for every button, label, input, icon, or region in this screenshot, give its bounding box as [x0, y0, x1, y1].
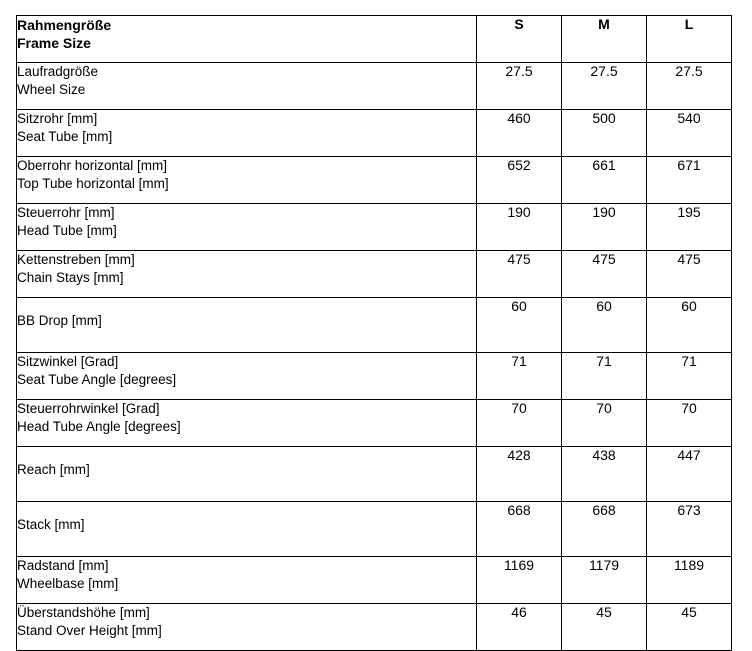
row-value-m: 500: [562, 110, 647, 157]
table-row: [17, 353, 732, 400]
row-value-s: 71: [477, 353, 562, 400]
row-value-l: 71: [647, 353, 732, 400]
row-label-de: Überstandshöhe [mm]: [17, 605, 150, 620]
row-value-s: 428: [477, 447, 562, 502]
row-value-m: 71: [562, 353, 647, 400]
row-label-cell: [17, 400, 477, 447]
table-body: [17, 63, 732, 651]
row-value-s: 668: [477, 502, 562, 557]
row-label-en: Wheel Size: [17, 81, 86, 97]
row-value-l: 27.5: [647, 63, 732, 110]
row-label-cell: [17, 447, 477, 502]
row-value-m: 668: [562, 502, 647, 557]
table-row: [17, 298, 732, 353]
row-label-cell: [17, 157, 477, 204]
table-row: [17, 400, 732, 447]
table-row: [17, 204, 732, 251]
row-label-en: Wheelbase [mm]: [17, 575, 119, 591]
row-label-cell: [17, 557, 477, 604]
row-label-de: Sitzrohr [mm]: [17, 111, 98, 126]
row-value-l: 45: [647, 604, 732, 651]
row-value-m: 661: [562, 157, 647, 204]
table-row: [17, 63, 732, 110]
row-label-cell: [17, 204, 477, 251]
frame-geometry-table: [16, 15, 732, 651]
row-value-l: 195: [647, 204, 732, 251]
header-label-de: Rahmengröße: [17, 17, 112, 33]
row-value-m: 27.5: [562, 63, 647, 110]
row-label-de: Steuerrohrwinkel [Grad]: [17, 401, 160, 416]
row-value-l: 447: [647, 447, 732, 502]
row-value-s: 460: [477, 110, 562, 157]
table-row: [17, 447, 732, 502]
row-label-cell: [17, 63, 477, 110]
row-value-l: 671: [647, 157, 732, 204]
row-value-l: 475: [647, 251, 732, 298]
row-value-l: 70: [647, 400, 732, 447]
row-value-s: 60: [477, 298, 562, 353]
row-label-de: Laufradgröße: [17, 64, 99, 79]
table-row: [17, 251, 732, 298]
row-label-en: Head Tube [mm]: [17, 222, 117, 238]
row-value-m: 45: [562, 604, 647, 651]
geometry-table-container: [16, 15, 731, 651]
row-value-s: 652: [477, 157, 562, 204]
row-label-cell: [17, 353, 477, 400]
row-value-m: 1179: [562, 557, 647, 604]
row-value-s: 70: [477, 400, 562, 447]
table-row: [17, 157, 732, 204]
header-cell-size-s: S: [477, 16, 562, 63]
table-row: [17, 604, 732, 651]
table-row: [17, 502, 732, 557]
row-value-m: 70: [562, 400, 647, 447]
row-label-de: Stack [mm]: [17, 517, 85, 532]
header-cell-frame-size: [17, 16, 477, 63]
row-value-m: 60: [562, 298, 647, 353]
row-value-s: 46: [477, 604, 562, 651]
row-label-en: Top Tube horizontal [mm]: [17, 175, 169, 191]
row-label-cell: [17, 110, 477, 157]
table-row: [17, 557, 732, 604]
row-label-de: Oberrohr horizontal [mm]: [17, 158, 168, 173]
row-value-s: 1169: [477, 557, 562, 604]
row-value-s: 190: [477, 204, 562, 251]
header-label-en: Frame Size: [17, 35, 91, 51]
row-value-l: 60: [647, 298, 732, 353]
table-row: [17, 110, 732, 157]
row-label-en: Chain Stays [mm]: [17, 269, 124, 285]
row-value-l: 540: [647, 110, 732, 157]
header-cell-size-m: M: [562, 16, 647, 63]
row-value-s: 475: [477, 251, 562, 298]
row-label-de: Kettenstreben [mm]: [17, 252, 135, 267]
table-header: [17, 16, 732, 63]
row-label-en: Head Tube Angle [degrees]: [17, 418, 181, 434]
row-label-cell: [17, 298, 477, 353]
row-value-l: 1189: [647, 557, 732, 604]
row-label-cell: [17, 502, 477, 557]
row-value-m: 438: [562, 447, 647, 502]
header-cell-size-l: L: [647, 16, 732, 63]
row-value-l: 673: [647, 502, 732, 557]
row-label-en: Seat Tube [mm]: [17, 128, 113, 144]
row-label-de: Steuerrohr [mm]: [17, 205, 115, 220]
row-label-en: Seat Tube Angle [degrees]: [17, 371, 177, 387]
row-label-de: BB Drop [mm]: [17, 313, 102, 328]
row-value-m: 475: [562, 251, 647, 298]
row-value-m: 190: [562, 204, 647, 251]
row-label-de: Reach [mm]: [17, 462, 90, 477]
row-label-en: Stand Over Height [mm]: [17, 622, 162, 638]
row-label-cell: [17, 604, 477, 651]
header-row: [17, 16, 732, 63]
row-label-de: Radstand [mm]: [17, 558, 109, 573]
row-value-s: 27.5: [477, 63, 562, 110]
row-label-cell: [17, 251, 477, 298]
row-label-de: Sitzwinkel [Grad]: [17, 354, 119, 369]
